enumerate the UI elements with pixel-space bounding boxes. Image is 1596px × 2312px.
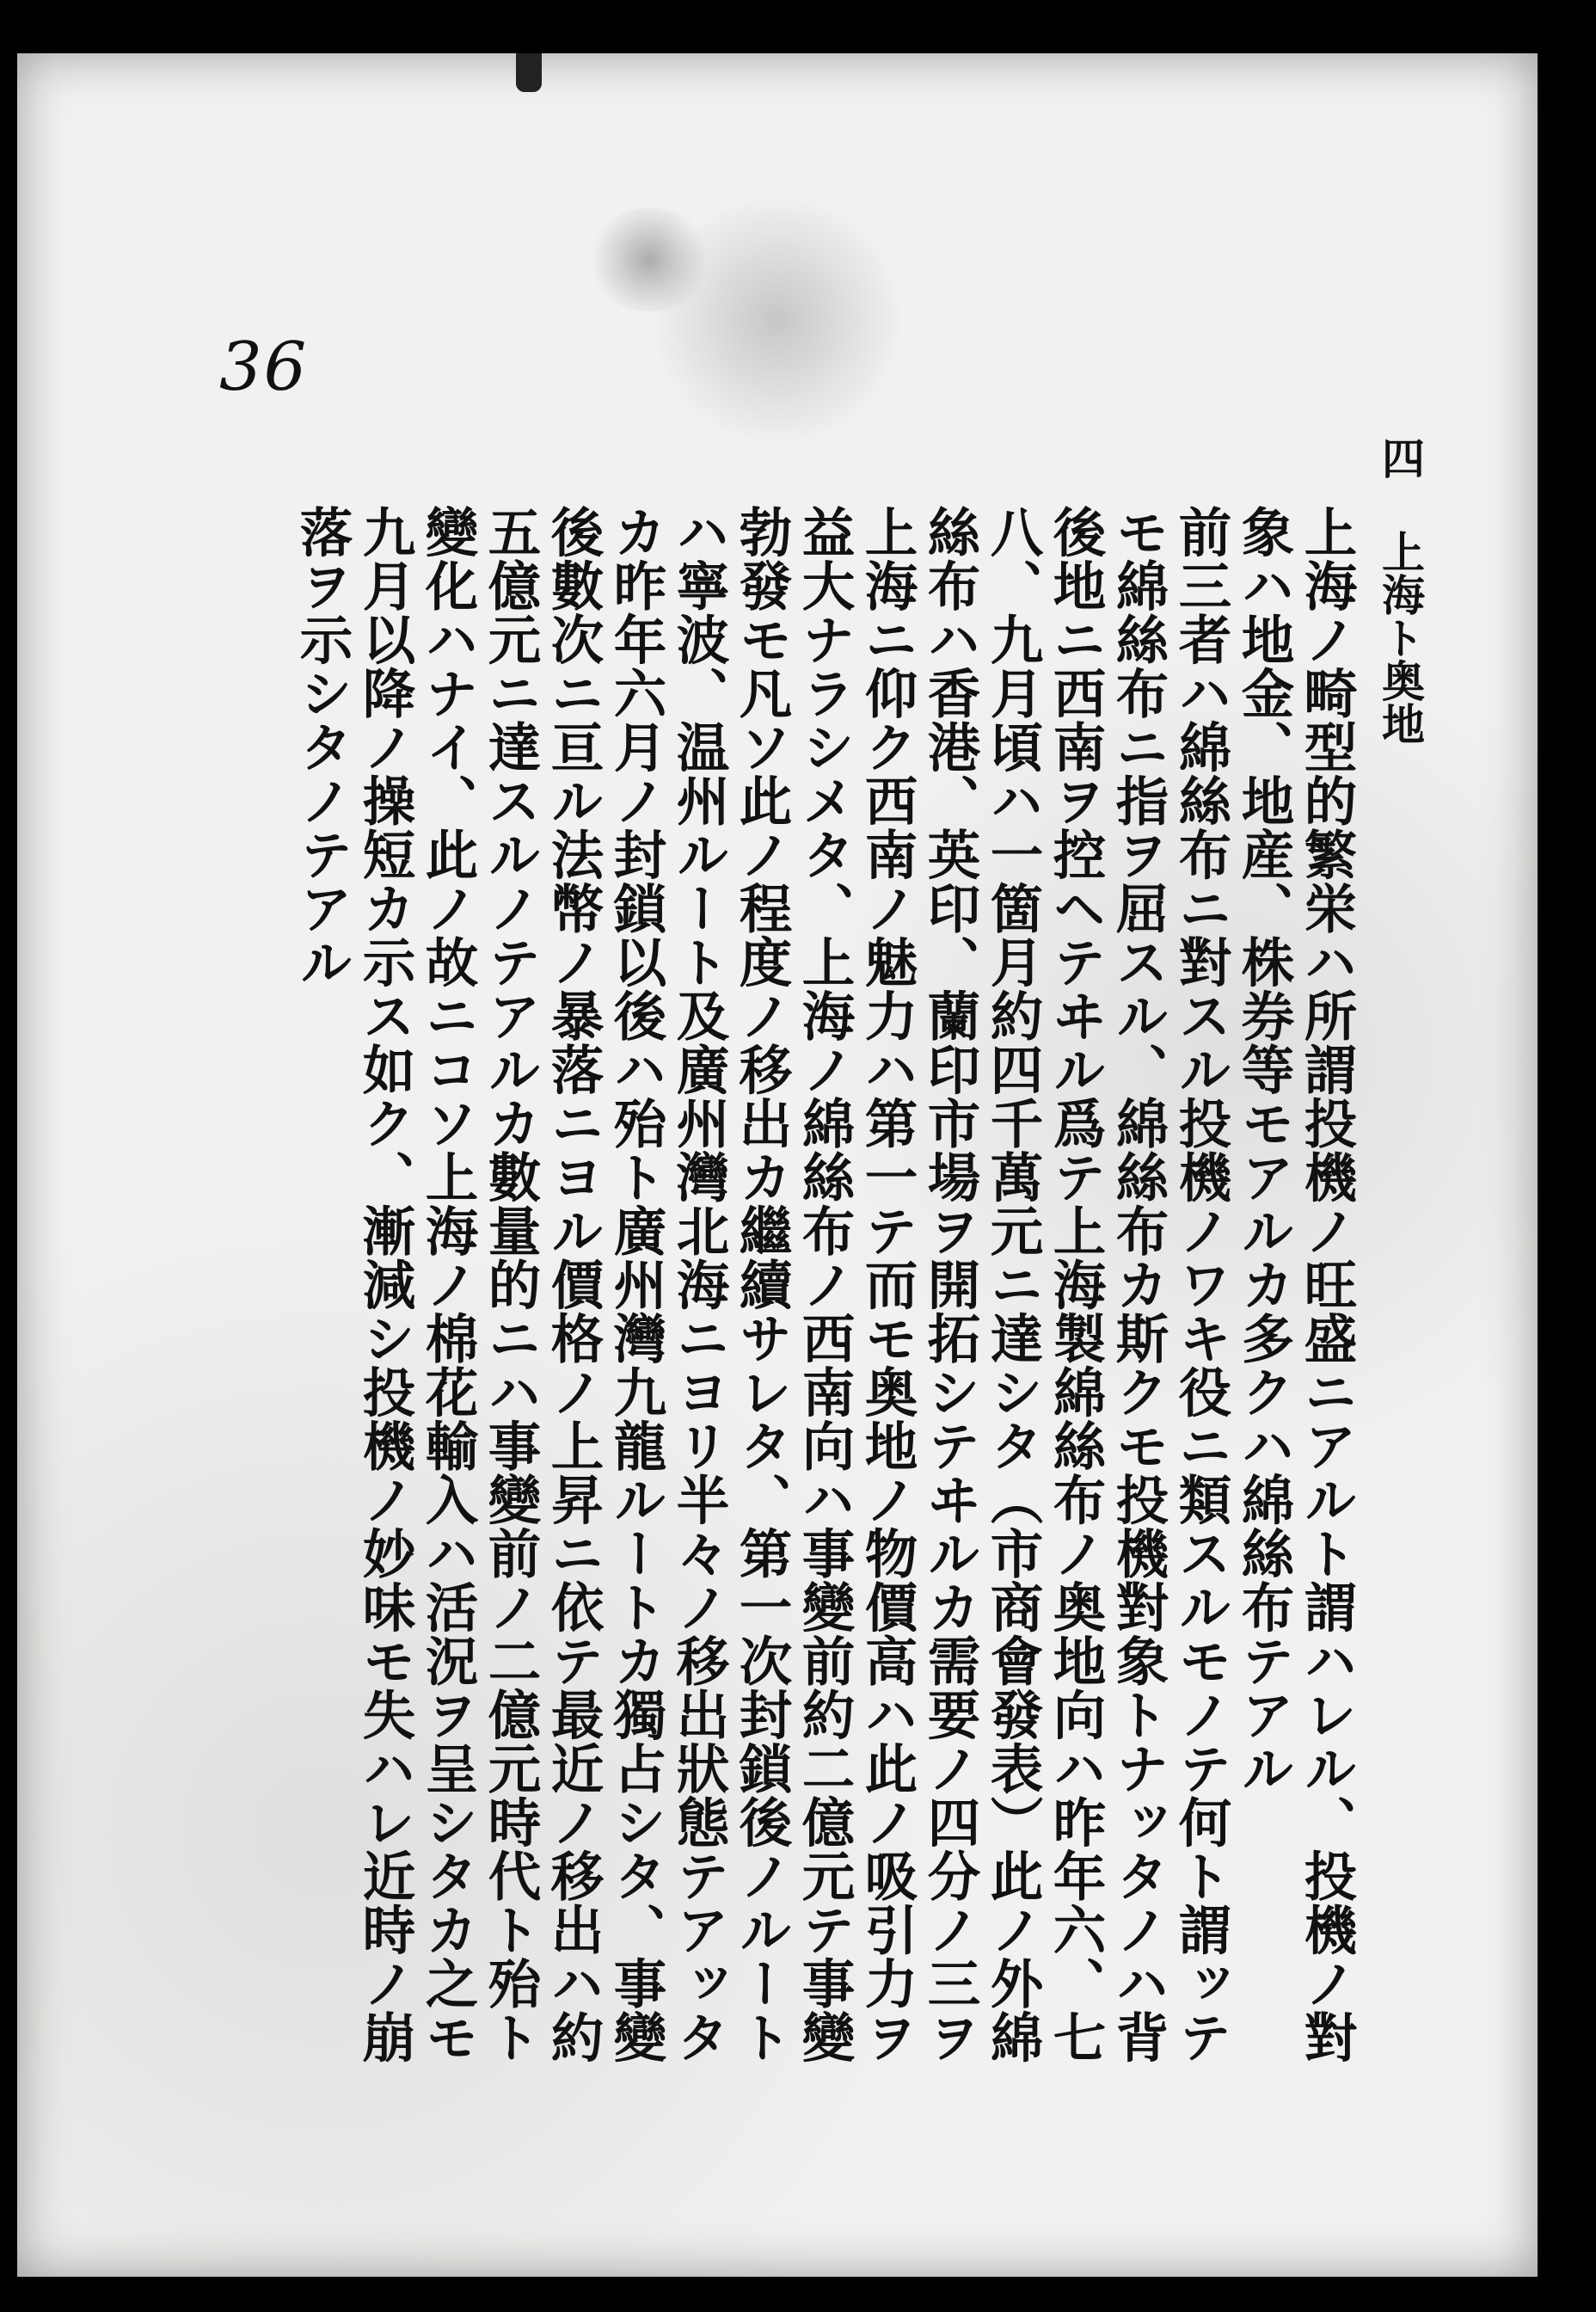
text-column: 益大ナラシメタ、上海ノ綿絲布ノ西南向ハ事變前約二億元テ事變 [793, 505, 856, 2064]
text-column: 後數次ニ亘ル法幣ノ暴落ニヨル價格ノ上昇ニ依テ最近ノ移出ハ約 [542, 505, 605, 2064]
text-column: 勃發モ凡ソ此ノ程度ノ移出カ繼續サレタ、第一次封鎖後ノルート [730, 505, 793, 2064]
text-column: 上海ニ仰ク西南ノ魅力ハ第一テ而モ奥地ノ物價高ハ此ノ吸引力ヲ [856, 505, 918, 2064]
text-column: 前三者ハ綿絲布ニ對スル投機ノワキ役ニ類スルモノテ何ト謂ッテ [1169, 505, 1232, 2064]
text-column: 五億元ニ達スルノテアルカ數量的ニハ事變前ノ二億元時代ト殆ト [479, 505, 542, 2064]
text-column: 上海ノ畸型的繁栄ハ所謂投機ノ旺盛ニアルト謂ハレル、投機ノ對 [1295, 505, 1358, 2064]
text-column: 落ヲ示シタノテアル [291, 505, 353, 989]
text-column: モ綿絲布ニ指ヲ屈スル、綿絲布カ斯クモ投機對象トナッタノハ背 [1107, 505, 1169, 2064]
faded-seal-stamp [585, 208, 714, 311]
text-column: 絲布ハ香港、英印、蘭印市場ヲ開拓シテヰルカ需要ノ四分ノ三ヲ [918, 505, 981, 2064]
page-number: 36 [219, 329, 309, 406]
text-column: 八、九月頃ハ一箇月約四千萬元ニ達シタ（市商會發表）此ノ外綿 [981, 505, 1044, 2064]
document-page [17, 53, 1538, 2277]
text-column: ハ寧波、温州ルート及廣州灣北海ニヨリ半々ノ移出狀態テアッタ [667, 505, 730, 2064]
body-text [285, 505, 1358, 2169]
text-column: 九月以降ノ操短カ示ス如ク、漸減シ投機ノ妙味モ失ハレ近時ノ崩 [353, 505, 416, 2064]
text-column: カ昨年六月ノ封鎖以後ハ殆ト廣州灣九龍ルートカ獨占シタ、事變 [605, 505, 667, 2064]
section-heading: 四 上海ト奥地 [1375, 436, 1426, 745]
text-column: 變化ハナイ、此ノ故ニコソ上海ノ棉花輸入ハ活況ヲ呈シタカ之モ [416, 505, 479, 2064]
binding-mark [516, 53, 542, 92]
text-column: 象ハ地金、地産、株券等モアルカ多クハ綿絲布テアル [1232, 505, 1295, 1795]
text-column: 後地ニ西南ヲ控ヘテヰル爲テ上海製綿絲布ノ奥地向ハ昨年六、七 [1044, 505, 1107, 2064]
